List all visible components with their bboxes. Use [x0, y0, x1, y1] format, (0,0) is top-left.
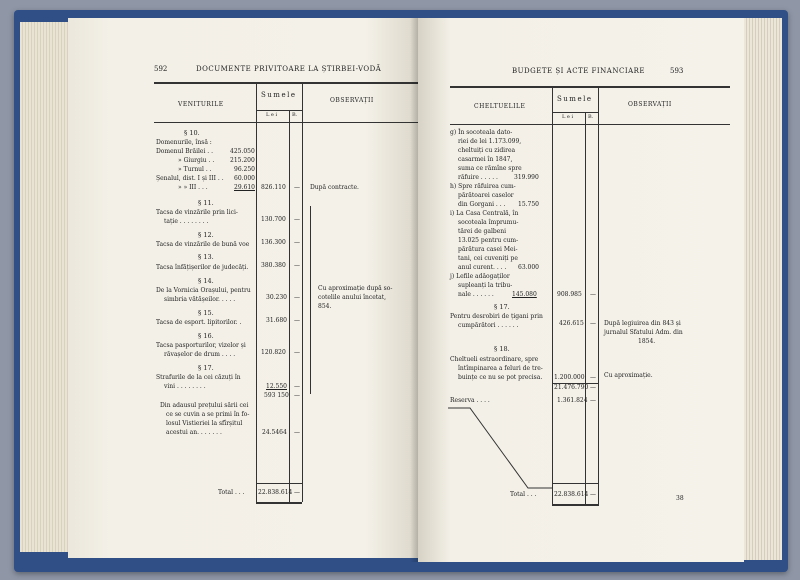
- row-dash: —: [294, 349, 300, 356]
- reserve-bracket-line: [448, 404, 558, 504]
- row-subtotal: 593 150: [264, 392, 289, 399]
- row-value: 30.230: [266, 294, 287, 301]
- row-value: 136.300: [261, 239, 286, 246]
- reserve-value: 1.361.824: [557, 397, 588, 404]
- section-15: § 15.: [198, 309, 214, 317]
- row-dash: —: [590, 397, 596, 404]
- row-text: j) Lefile adăogaților: [450, 273, 510, 280]
- row-dash: —: [590, 374, 596, 381]
- section-11: § 11.: [198, 199, 214, 207]
- left-running-head: DOCUMENTE PRIVITOARE LA ȘTIRBEI-VODĂ: [196, 65, 382, 73]
- row-dash: —: [294, 383, 300, 390]
- row-text: anul curent. . . .: [458, 264, 507, 271]
- row-text: suma ce rămîne spre: [458, 165, 522, 172]
- row-observation: 1854.: [638, 338, 656, 345]
- row-text: părătura casei Mei-: [458, 246, 518, 253]
- row-dash: —: [590, 291, 596, 298]
- col-divider-2: [598, 86, 599, 506]
- col-header-cheltueli: CHELTUELILE: [474, 103, 526, 110]
- row-observation: cotelile anului încetat,: [318, 294, 387, 301]
- row-subtotal: 21.476.790: [554, 384, 589, 391]
- row-dash: —: [294, 317, 300, 324]
- printer-signature: 38: [676, 495, 684, 502]
- right-running-head: BUDGETE ȘI ACTE FINANCIARE: [512, 67, 646, 75]
- row-text: Pentru desrobiri de țigani prin: [450, 313, 543, 320]
- row-subtotal: 908.985: [557, 291, 582, 298]
- col-header-lei: L e i: [562, 114, 574, 120]
- row-text: h) Spre răfuirea cum-: [450, 183, 516, 190]
- total-label: Total . . .: [218, 489, 245, 496]
- row-text: losul Vistieriei la sfîrșitul: [166, 420, 243, 427]
- row-text: răvașelor de drum . . . .: [164, 351, 236, 358]
- row-text: întîmpinarea a feluri de tre-: [458, 365, 543, 372]
- total-value: 22.838.614: [554, 491, 589, 498]
- row-observation: După contracte.: [310, 184, 359, 191]
- section-17: § 17.: [198, 364, 214, 372]
- row-value: 120.820: [261, 349, 286, 356]
- row-observation: După legiuirea din 843 și: [604, 320, 681, 327]
- col-header-venituri: VENITURILE: [178, 101, 224, 108]
- row-text: socoteala împrumu-: [458, 219, 519, 226]
- col-header-lei: L e i: [266, 112, 278, 118]
- row-value: 31.680: [266, 317, 287, 324]
- row-dash: —: [294, 429, 300, 436]
- total-double-rule: [256, 502, 302, 504]
- row-value: 380.380: [261, 262, 286, 269]
- sums-subheader-rule: [552, 112, 598, 113]
- row-dash: —: [294, 239, 300, 246]
- row-dash: —: [294, 489, 300, 496]
- row-value: 63.000: [518, 264, 539, 271]
- total-value: 22.838.614: [258, 489, 293, 496]
- col-header-obs: OBSERVAȚII: [330, 97, 374, 104]
- row-text: cheltuiți cu zidirea: [458, 147, 516, 154]
- row-text: părătoarei caselor: [458, 192, 514, 199]
- row-value: 60.000: [234, 175, 255, 182]
- right-page: [418, 18, 744, 562]
- table-top-rule: [450, 86, 730, 88]
- row-text: Din adausul prețului sării cei: [160, 402, 249, 409]
- row-dash: —: [294, 216, 300, 223]
- row-text: cumpărători . . . . . .: [458, 322, 519, 329]
- section-14: § 14.: [198, 277, 214, 285]
- row-text: ce se cuvin a se primi în fo-: [166, 411, 250, 418]
- row-dash: —: [294, 262, 300, 269]
- row-text: i) La Casa Centrală, în: [450, 210, 519, 217]
- row-text: tani, cei cuveniți pe: [458, 255, 518, 262]
- row-text: Domenul Brăilei . .: [156, 148, 214, 155]
- row-observation: jurnalul Sfatului Adm. din: [604, 329, 683, 336]
- row-value: 425.050: [230, 148, 255, 155]
- row-text: Tacsa de vinzările de bună voe: [156, 241, 250, 248]
- observation-brace: [310, 206, 311, 394]
- left-page: [68, 18, 418, 558]
- section-18: § 18.: [494, 345, 510, 353]
- col-divider-bani: [585, 112, 586, 506]
- col-header-bani: B.: [292, 112, 298, 118]
- row-text: » Turnul . .: [178, 166, 212, 173]
- page-edges-right: [738, 18, 782, 560]
- row-text: buințe ce nu se pot precisa.: [458, 374, 543, 381]
- row-text: supleanți la tribu-: [458, 282, 513, 289]
- row-text: din Gorgani . . .: [458, 201, 506, 208]
- row-value: 426.615: [559, 320, 584, 327]
- row-value: 24.5464: [262, 429, 287, 436]
- row-text: Tacsa de vinzările prin lici-: [156, 209, 238, 216]
- row-text: tărei de galbeni: [458, 228, 507, 235]
- row-value: 215.200: [230, 157, 255, 164]
- right-page-number: 593: [670, 67, 684, 75]
- row-dash: —: [590, 320, 596, 327]
- section-13: § 13.: [198, 253, 214, 261]
- row-value: 96.250: [234, 166, 255, 173]
- total-rule: [256, 483, 302, 484]
- row-value: 145.080: [512, 291, 537, 298]
- row-text: tație . . . . . . . .: [164, 218, 209, 225]
- row-observation: 854.: [318, 303, 332, 310]
- col-header-obs: OBSERVAȚII: [628, 101, 672, 108]
- row-text: Tacsa pasporturilor, vizelor și: [156, 342, 246, 349]
- row-text: vini . . . . . . . .: [164, 383, 206, 390]
- row-dash: —: [294, 392, 300, 399]
- col-header-bani: B.: [588, 114, 594, 120]
- row-observation: Cu aproximație după so-: [318, 285, 393, 292]
- row-text: Domenurile, însă :: [156, 139, 212, 146]
- row-value: 130.700: [261, 216, 286, 223]
- row-text: g) În socoteala dato-: [450, 129, 513, 136]
- section-12: § 12.: [198, 231, 214, 239]
- reserve-label: Reserva . . . .: [450, 397, 490, 404]
- row-dash: —: [294, 184, 300, 191]
- row-text: Tacsa înfățișerilor de judecăți.: [156, 264, 249, 271]
- row-text: acestui an. . . . . . .: [166, 429, 222, 436]
- section-16: § 16.: [198, 332, 214, 340]
- row-text: Tacsa de esport. lipitorilor. .: [156, 319, 242, 326]
- row-text: » » III . . .: [178, 184, 208, 191]
- row-total: 826.110: [261, 184, 286, 191]
- row-text: De la Vornicia Orașului, pentru: [156, 287, 251, 294]
- col-header-sums: Sumele: [261, 91, 297, 99]
- row-text: casarmei în 1847,: [458, 156, 513, 163]
- col-divider-bani: [289, 110, 290, 502]
- row-observation: Cu aproximație.: [604, 372, 653, 379]
- row-dash: —: [590, 491, 596, 498]
- total-double-rule: [552, 504, 598, 506]
- left-page-number: 592: [154, 65, 168, 73]
- row-text: Strafurile de la cei căzuți în: [156, 374, 241, 381]
- row-value: 29.610: [234, 184, 255, 191]
- row-text: nale . . . . . .: [458, 291, 494, 298]
- row-text: 13.025 pentru cum-: [458, 237, 519, 244]
- sums-subheader-rule: [256, 110, 302, 111]
- row-dash: —: [590, 384, 596, 391]
- row-text: Șenalul, dist. I și III . .: [156, 175, 224, 182]
- row-value: 319.990: [514, 174, 539, 181]
- total-label: Total . . .: [510, 491, 537, 498]
- row-text: simbria vătășeilor. . . . .: [164, 296, 236, 303]
- total-rule: [552, 483, 598, 484]
- row-text: răfuire . . . . .: [458, 174, 498, 181]
- col-divider-1: [256, 82, 257, 502]
- row-text: Cheltueli estraordinare, spre: [450, 356, 539, 363]
- section-10: § 10.: [184, 129, 200, 137]
- row-dash: —: [294, 294, 300, 301]
- col-divider-2: [302, 82, 303, 502]
- row-text: » Giurgiu . .: [178, 157, 215, 164]
- section-17: § 17.: [494, 303, 510, 311]
- table-header-rule: [450, 124, 730, 125]
- col-header-sums: Sumele: [557, 95, 593, 103]
- row-value: 1.200.000: [554, 374, 585, 381]
- row-value: 15.750: [518, 201, 539, 208]
- row-value: 12.550: [266, 383, 287, 390]
- row-text: riei de lei 1.173.099,: [458, 138, 522, 145]
